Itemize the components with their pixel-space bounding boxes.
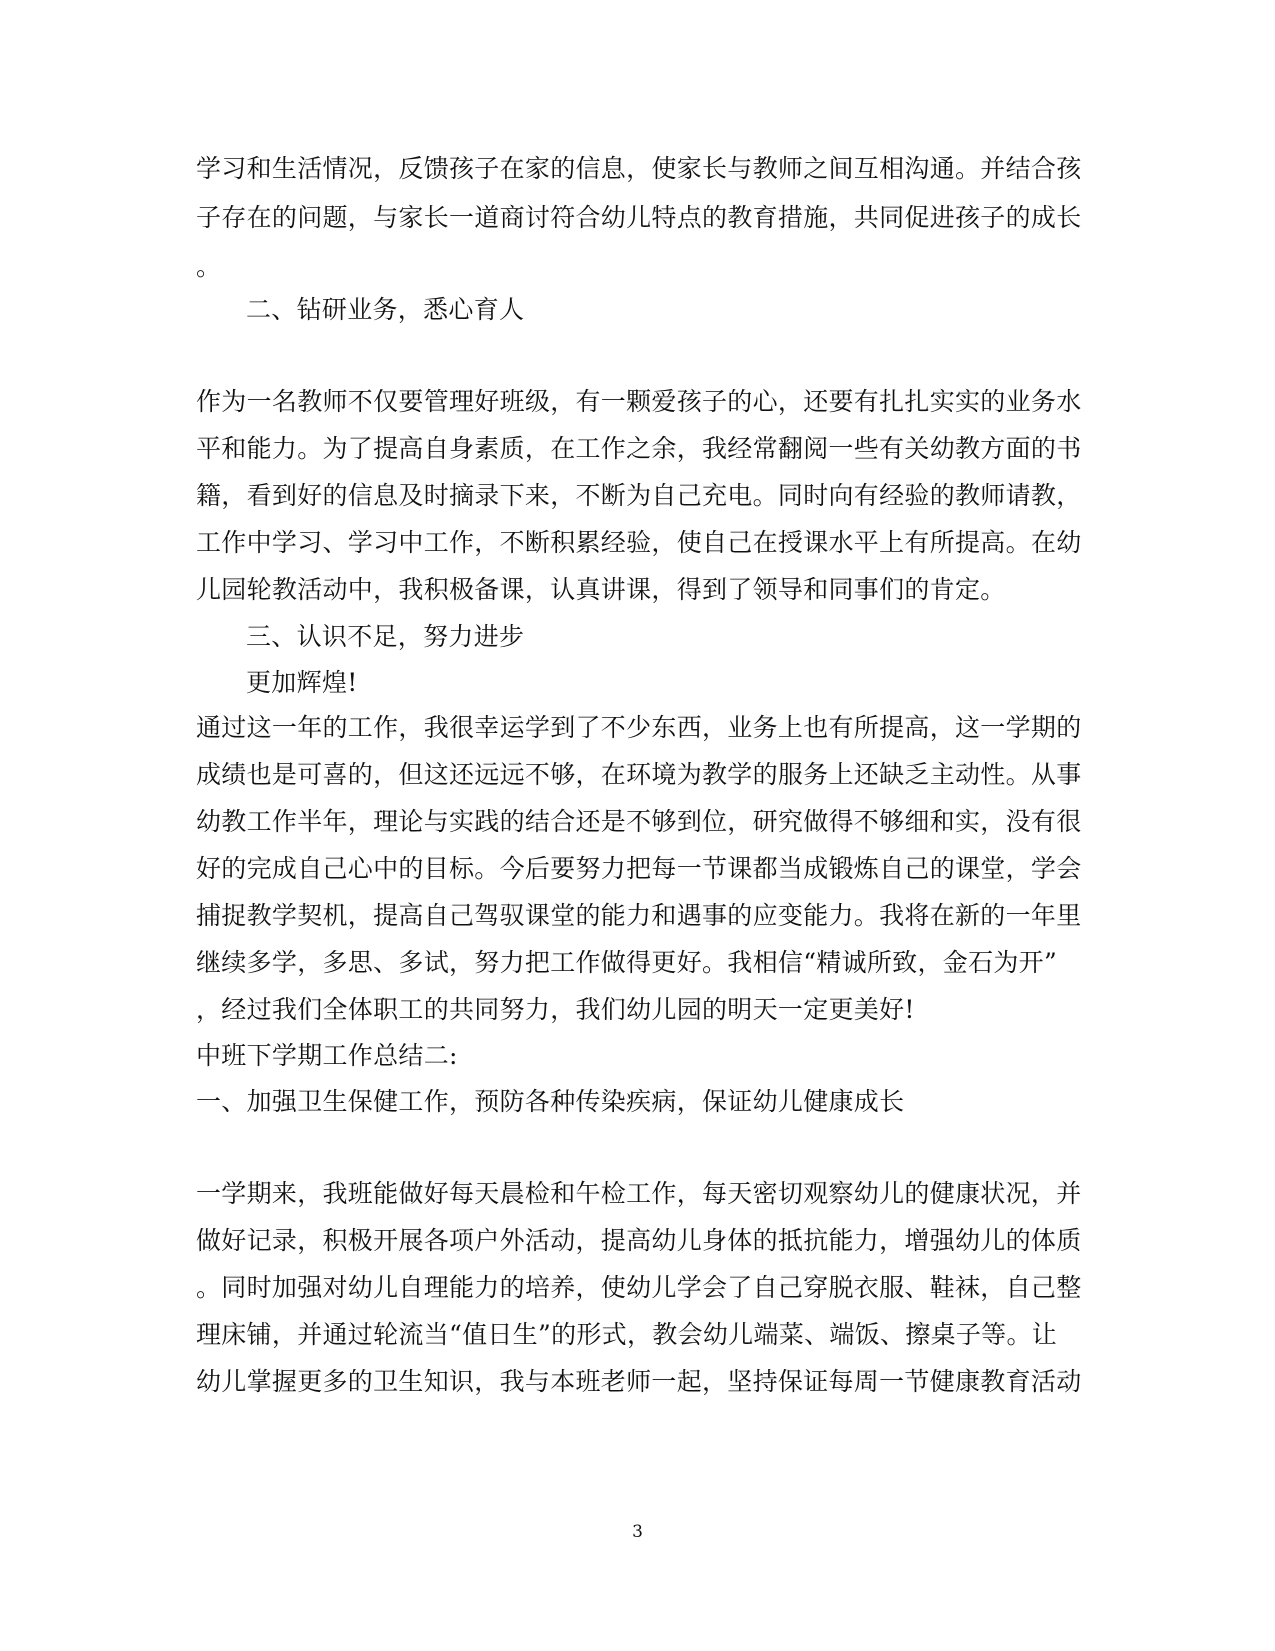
body-text-line: 幼儿掌握更多的卫生知识，我与本班老师一起，坚持保证每周一节健康教育活动 bbox=[196, 1367, 1082, 1396]
body-text-line: 理床铺，并通过轮流当“值日生”的形式，教会幼儿端菜、端饭、擦桌子等。让 bbox=[196, 1320, 1058, 1349]
body-text-line: 子存在的问题，与家长一道商讨符合幼儿特点的教育措施，共同促进孩子的成长 bbox=[196, 203, 1082, 232]
section-heading: 三、认识不足，努力进步 bbox=[246, 622, 525, 651]
body-text-line: 成绩也是可喜的，但这还远远不够，在环境为教学的服务上还缺乏主动性。从事 bbox=[196, 760, 1082, 789]
body-text-line: 工作中学习、学习中工作，不断积累经验，使自己在授课水平上有所提高。在幼 bbox=[196, 528, 1082, 557]
body-text-line: 。同时加强对幼儿自理能力的培养，使幼儿学会了自己穿脱衣服、鞋袜，自己整 bbox=[196, 1273, 1082, 1302]
body-text-line: 学习和生活情况，反馈孩子在家的信息，使家长与教师之间互相沟通。并结合孩 bbox=[196, 154, 1082, 183]
body-text-line: 好的完成自己心中的目标。今后要努力把每一节课都当成锻炼自己的课堂，学会 bbox=[196, 854, 1082, 883]
body-text-line: 通过这一年的工作，我很幸运学到了不少东西，业务上也有所提高，这一学期的 bbox=[196, 713, 1082, 742]
body-text-line: ，经过我们全体职工的共同努力，我们幼儿园的明天一定更美好! bbox=[196, 995, 915, 1024]
section-title: 中班下学期工作总结二: bbox=[196, 1041, 458, 1070]
body-text-line: 幼教工作半年，理论与实践的结合还是不够到位，研究做得不够细和实，没有很 bbox=[196, 807, 1082, 836]
body-text-line: 捕捉教学契机，提高自己驾驭课堂的能力和遇事的应变能力。我将在新的一年里 bbox=[196, 901, 1082, 930]
section-heading: 一、加强卫生保健工作，预防各种传染疾病，保证幼儿健康成长 bbox=[196, 1087, 905, 1116]
body-text-line: 一学期来，我班能做好每天晨检和午检工作，每天密切观察幼儿的健康状况，并 bbox=[196, 1179, 1082, 1208]
body-text-line: 继续多学，多思、多试，努力把工作做得更好。我相信“精诚所致，金石为开” bbox=[196, 948, 1058, 977]
body-text-line: 儿园轮教活动中，我积极备课，认真讲课，得到了领导和同事们的肯定。 bbox=[196, 575, 1006, 604]
body-text-line: 做好记录，积极开展各项户外活动，提高幼儿身体的抵抗能力，增强幼儿的体质 bbox=[196, 1226, 1082, 1255]
body-text-line: 籍，看到好的信息及时摘录下来，不断为自己充电。同时向有经验的教师请教， bbox=[196, 481, 1082, 510]
page-number: 3 bbox=[632, 1522, 643, 1542]
body-text-line: 更加辉煌! bbox=[246, 668, 358, 697]
body-text-line: 。 bbox=[196, 252, 222, 281]
section-heading: 二、钻研业务，悉心育人 bbox=[246, 295, 525, 324]
body-text-line: 作为一名教师不仅要管理好班级，有一颗爱孩子的心，还要有扎扎实实的业务水 bbox=[196, 387, 1082, 416]
body-text-line: 平和能力。为了提高自身素质，在工作之余，我经常翻阅一些有关幼教方面的书 bbox=[196, 434, 1082, 463]
